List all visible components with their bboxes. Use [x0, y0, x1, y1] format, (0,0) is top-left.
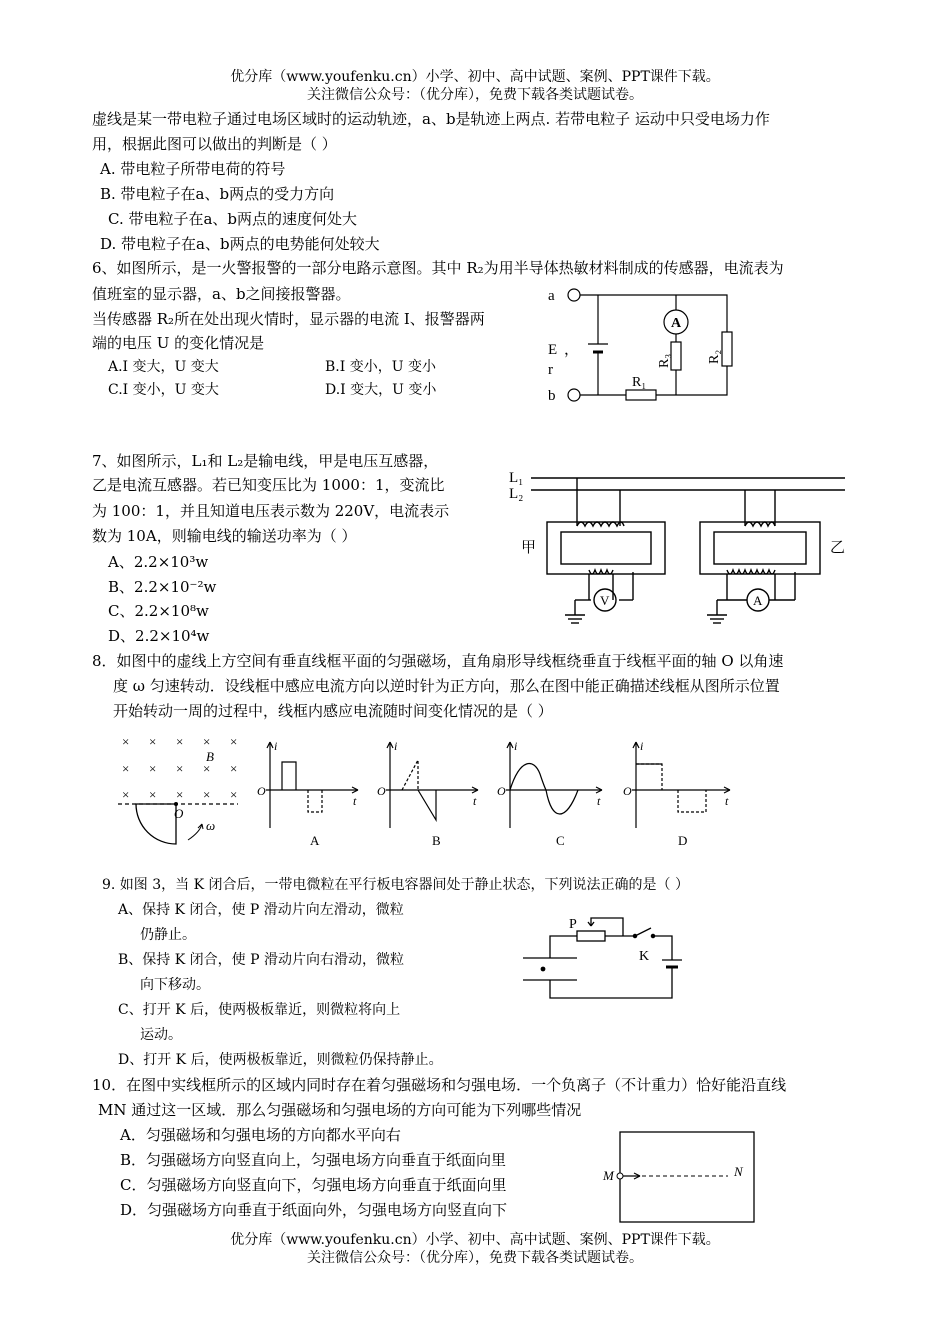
label-ammeter: A	[671, 316, 682, 331]
q9-option-c-line-2: 运动。	[140, 1027, 182, 1043]
graph-b-origin: O	[377, 784, 386, 798]
label-l2: L₂	[509, 486, 524, 502]
header-line-1: 优分库（www.youfenku.cn）小学、初中、高中试题、案例、PPT课件下载。	[230, 69, 720, 85]
q6-option-a: A.I 变大，U 变大	[108, 359, 219, 375]
svg-text:×: ×	[230, 761, 238, 776]
label-b: b	[548, 388, 556, 404]
graph-a-origin: O	[257, 784, 266, 798]
q5-option-c: C. 带电粒子在a、b两点的速度何处大	[108, 210, 358, 228]
q6-stem-line-4: 端的电压 U 的变化情况是	[92, 334, 265, 352]
terminal-b	[568, 389, 580, 401]
transformer-yi-core	[700, 522, 820, 574]
label-o-axis: O	[174, 806, 184, 821]
graph-d	[632, 742, 730, 828]
q7-stem-line-3: 为 100：1，并且知道电压表示数为 220V，电流表示	[92, 502, 450, 520]
resistor-r2	[722, 332, 732, 366]
graph-b-label: B	[432, 833, 441, 848]
graph-c-origin: O	[497, 784, 506, 798]
q10-option-a: A．匀强磁场和匀强电场的方向都水平向右	[120, 1126, 401, 1144]
graph-d-origin: O	[623, 784, 632, 798]
graph-a	[266, 742, 358, 828]
label-comma: ，	[564, 342, 580, 358]
q6-stem-line-2: 值班室的显示器，a、b之间接报警器。	[92, 285, 351, 303]
svg-text:×: ×	[203, 787, 211, 802]
graph-b-i-label: i	[394, 739, 398, 753]
label-omega: ω	[206, 818, 216, 833]
rheostat	[577, 931, 605, 941]
charged-particle	[541, 967, 546, 972]
q7-option-b: B、2.2×10⁻²w	[108, 578, 217, 596]
q6-stem-line-1: 6、如图所示，是一火警报警的一部分电路示意图。其中 R₂为用半导体热敏材料制成的传感器，电流表为	[92, 259, 784, 277]
graph-b-t-label: t	[473, 794, 477, 808]
q9-option-d: D、打开 K 后，使两极板靠近，则微粒仍保持静止。	[118, 1052, 443, 1068]
svg-text:×: ×	[176, 761, 184, 776]
q8-stem-line-3: 开始转动一周的过程中，线框内感应电流随时间变化情况的是（ ）	[113, 702, 553, 720]
q7-stem-line-2: 乙是电流互感器。若已知变压比为 1000：1，变流比	[92, 476, 445, 494]
transformer-jia-window	[561, 532, 651, 564]
q7-option-a: A、2.2×10³w	[108, 553, 209, 571]
footer-line-2: 关注微信公众号：（优分库），免费下载各类试题试卷。	[307, 1250, 643, 1266]
q7-option-c: C、2.2×10⁸w	[108, 602, 209, 620]
q9-option-b-line-2: 向下移动。	[140, 977, 210, 993]
graph-c	[506, 742, 602, 828]
q9-option-a-line-1: A、保持 K 闭合，使 P 滑动片向左滑动，微粒	[118, 902, 404, 918]
q5-option-a: A. 带电粒子所带电荷的符号	[100, 160, 286, 178]
q6-option-d: D.I 变大，U 变小	[325, 382, 437, 398]
q10-option-d: D．匀强磁场方向垂直于纸面向外，匀强电场方向竖直向下	[120, 1201, 508, 1219]
q5-stem-line-1: 虚线是某一带电粒子通过电场区域时的运动轨迹，a、b是轨迹上两点. 若带电粒子 运动中只受电场力作	[92, 110, 770, 128]
q7-stem-line-4: 数为 10A，则输电线的输送功率为（ ）	[92, 527, 357, 545]
svg-text:×: ×	[230, 787, 238, 802]
graph-a-i-label: i	[274, 739, 278, 753]
field-crosses	[122, 734, 237, 802]
svg-text:×: ×	[230, 734, 238, 749]
q10-stem-line-2: MN 通过这一区域．那么匀强磁场和匀强电场的方向可能为下列哪些情况	[98, 1101, 582, 1119]
svg-text:×: ×	[122, 787, 130, 802]
q7-transformer-diagram	[505, 460, 850, 635]
svg-text:×: ×	[122, 734, 130, 749]
label-a: a	[548, 288, 555, 304]
resistor-r1	[626, 390, 656, 400]
q5-option-b: B. 带电粒子在a、b两点的受力方向	[100, 185, 335, 203]
q10-option-b: B．匀强磁场方向竖直向上，匀强电场方向垂直于纸面向里	[120, 1151, 507, 1169]
svg-text:×: ×	[203, 761, 211, 776]
q9-option-b-line-1: B、保持 K 闭合，使 P 滑动片向右滑动，微粒	[118, 952, 404, 968]
q8-stem-line-1: 8．如图中的虚线上方空间有垂直线框平面的匀强磁场，直角扇形导线框绕垂直于线框平面的轴 O 以角速	[92, 652, 784, 670]
q6-option-c: C.I 变小，U 变大	[108, 382, 219, 398]
q7-option-d: D、2.2×10⁴w	[108, 627, 210, 645]
q7-stem-line-1: 7、如图所示，L₁和 L₂是输电线，甲是电压互感器，	[92, 452, 439, 470]
svg-text:×: ×	[203, 734, 211, 749]
svg-text:×: ×	[149, 734, 157, 749]
graph-b	[386, 742, 478, 828]
svg-text:×: ×	[176, 734, 184, 749]
label-k: K	[639, 949, 650, 964]
label-m: M	[603, 1168, 614, 1183]
q9-option-a-line-2: 仍静止。	[140, 927, 196, 943]
graph-c-label: C	[556, 833, 565, 848]
q10-stem-line-1: 10．在图中实线框所示的区域内同时存在着匀强磁场和匀强电场．一个负离子（不计重力）恰好能沿直线	[92, 1076, 787, 1094]
entry-point-m	[617, 1173, 623, 1179]
label-b-field: B	[206, 749, 214, 764]
transformer-yi-window	[714, 532, 806, 564]
graph-c-i-label: i	[514, 739, 518, 753]
label-n: N	[734, 1164, 743, 1179]
label-r: r	[548, 362, 553, 378]
q8-figure	[110, 728, 750, 858]
label-r1: R₁	[632, 375, 647, 390]
graph-a-t-label: t	[353, 794, 357, 808]
graph-d-label: D	[678, 833, 688, 848]
switch-k	[635, 928, 651, 936]
sector-loop	[136, 804, 176, 844]
label-e: E	[548, 342, 558, 358]
q9-stem: 9. 如图 3，当 K 闭合后，一带电微粒在平行板电容器间处于静止状态，下列说法正确的是（ ）	[102, 877, 689, 893]
label-p: P	[569, 917, 577, 932]
terminal-a	[568, 289, 580, 301]
q6-option-b: B.I 变小，U 变小	[325, 359, 436, 375]
transformer-jia-core	[547, 522, 665, 574]
header-line-2: 关注微信公众号：（优分库），免费下载各类试题试卷。	[307, 87, 643, 103]
graph-d-i-label: i	[640, 739, 644, 753]
svg-text:×: ×	[176, 787, 184, 802]
q6-stem-line-3: 当传感器 R₂所在处出现火情时，显示器的电流 I、报警器两	[92, 310, 485, 328]
q9-option-c-line-1: C、打开 K 后，使两极板靠近，则微粒将向上	[118, 1002, 401, 1018]
svg-text:×: ×	[149, 761, 157, 776]
svg-text:×: ×	[122, 761, 130, 776]
graph-c-t-label: t	[597, 794, 601, 808]
label-jia: 甲	[521, 540, 537, 556]
q9-capacitor-circuit	[515, 908, 695, 1008]
q6-circuit-diagram	[540, 282, 740, 407]
label-yi: 乙	[830, 540, 846, 556]
graph-a-label: A	[310, 833, 320, 848]
graph-d-t-label: t	[725, 794, 729, 808]
q5-option-d: D. 带电粒子在a、b两点的电势能何处较大	[100, 235, 380, 253]
label-l1: L₁	[509, 470, 524, 486]
q8-stem-line-2: 度 ω 匀速转动．设线框中感应电流方向以逆时针为正方向，那么在图中能正确描述线框从图所示位置	[113, 677, 780, 695]
resistor-r3	[671, 342, 681, 370]
label-a-meter: A	[753, 593, 763, 608]
q10-field-region	[598, 1130, 758, 1225]
label-r2: R₂	[707, 349, 722, 364]
q10-option-c: C．匀强磁场方向竖直向下，匀强电场方向垂直于纸面向里	[120, 1176, 507, 1194]
label-v: V	[600, 593, 610, 608]
label-r3: R₃	[657, 353, 672, 368]
svg-text:×: ×	[149, 787, 157, 802]
footer-line-1: 优分库（www.youfenku.cn）小学、初中、高中试题、案例、PPT课件下载。	[230, 1232, 720, 1248]
q5-stem-line-2: 用，根据此图可以做出的判断是（ ）	[92, 135, 337, 153]
